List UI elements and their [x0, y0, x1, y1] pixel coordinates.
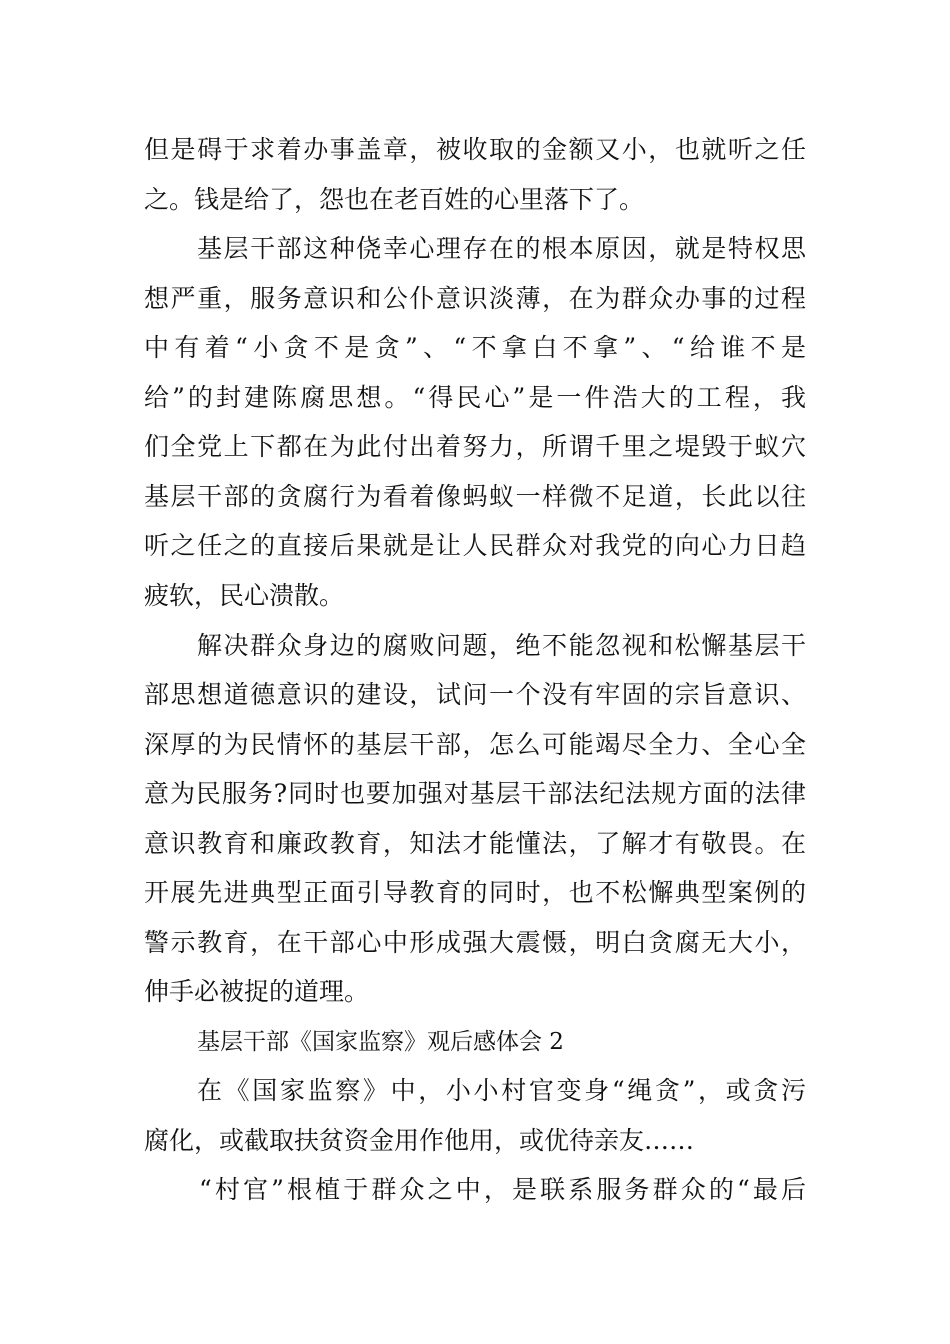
- paragraph-line: 在《国家监察》中，小小村官变身“绳贪”，或贪污: [197, 1076, 806, 1105]
- section-heading: 基层干部《国家监察》观后感体会 2: [197, 1029, 564, 1055]
- paragraph-line: 想严重，服务意识和公仆意识淡薄，在为群众办事的过程: [144, 284, 806, 313]
- paragraph-line: 基层干部这种侥幸心理存在的根本原因，就是特权思: [197, 234, 806, 263]
- paragraph-line: 伸手必被捉的道理。: [144, 977, 370, 1006]
- paragraph-line: 意识教育和廉政教育，知法才能懂法，了解才有敬畏。在: [144, 829, 806, 858]
- paragraph-line: 警示教育，在干部心中形成强大震慑，明白贪腐无大小，: [144, 928, 806, 957]
- paragraph-line: “村官”根植于群众之中，是联系服务群众的“最后: [199, 1175, 806, 1204]
- paragraph-line: 基层干部的贪腐行为看着像蚂蚁一样微不足道，长此以往: [144, 482, 806, 511]
- paragraph-line: 开展先进典型正面引导教育的同时，也不松懈典型案例的: [144, 878, 806, 907]
- paragraph-line: 听之任之的直接后果就是让人民群众对我党的向心力日趋: [144, 531, 806, 560]
- paragraph-line: 腐化，或截取扶贫资金用作他用，或优待亲友……: [144, 1126, 695, 1155]
- paragraph-line: 疲软，民心溃散。: [144, 581, 345, 610]
- paragraph-line: 深厚的为民情怀的基层干部，怎么可能竭尽全力、全心全: [144, 730, 806, 759]
- paragraph-line: 中有着“小贪不是贪”、“不拿白不拿”、“给谁不是: [144, 333, 806, 362]
- paragraph-line: 之。钱是给了，怨也在老百姓的心里落下了。: [144, 185, 645, 214]
- paragraph-line: 意为民服务?同时也要加强对基层干部法纪法规方面的法律: [144, 779, 806, 808]
- paragraph-line: 们全党上下都在为此付出着努力，所谓千里之堤毁于蚁穴: [144, 432, 806, 461]
- paragraph-line: 给”的封建陈腐思想。“得民心”是一件浩大的工程，我: [144, 383, 806, 412]
- paragraph-line: 解决群众身边的腐败问题，绝不能忽视和松懈基层干: [197, 631, 806, 660]
- paragraph-line: 但是碍于求着办事盖章，被收取的金额又小，也就听之任: [144, 135, 806, 164]
- paragraph-line: 部思想道德意识的建设，试问一个没有牢固的宗旨意识、: [144, 680, 806, 709]
